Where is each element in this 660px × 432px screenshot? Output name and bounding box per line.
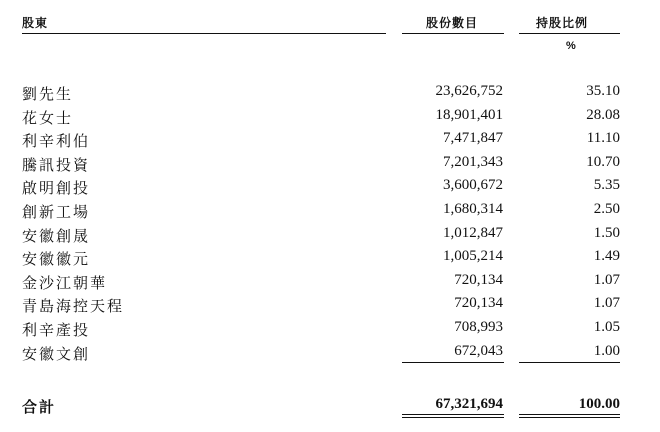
- share-percent: 1.05: [593, 319, 620, 335]
- total-double-rule-percent-1: [519, 414, 620, 415]
- share-percent: 1.07: [593, 271, 620, 288]
- share-count: 1,680,314: [443, 201, 503, 217]
- total-double-rule-shares-1: [402, 414, 504, 415]
- header-rule-percentage: [519, 33, 620, 34]
- share-percent: 11.10: [586, 130, 620, 147]
- header-shares: 股份數目: [426, 16, 479, 30]
- table-row: [0, 201, 660, 225]
- table-row: [0, 225, 660, 249]
- share-count: 18,901,401: [435, 106, 503, 123]
- total-row: [0, 396, 660, 420]
- table-row: [0, 272, 660, 296]
- shareholder-name: 利辛利伯: [22, 132, 91, 151]
- share-count: 3,600,672: [443, 177, 503, 194]
- share-count: 1,005,214: [443, 248, 503, 265]
- share-percent: 1.00: [593, 342, 620, 359]
- shareholder-name: 創新工場: [22, 203, 91, 221]
- share-count: 23,626,752: [435, 83, 503, 99]
- share-count: 708,993: [454, 319, 503, 335]
- table-row: [0, 319, 660, 343]
- shareholder-name: 安徽創晟: [22, 226, 91, 245]
- shareholder-name: 利辛產投: [22, 321, 91, 339]
- total-percent: 100.00: [578, 396, 620, 412]
- percent-unit: %: [566, 40, 576, 52]
- header-percentage: 持股比例: [536, 16, 589, 30]
- shareholder-name: 劉先生: [22, 85, 74, 103]
- shareholder-name: 騰訊投資: [22, 155, 91, 174]
- table-row: [0, 83, 660, 107]
- share-percent: 28.08: [586, 106, 620, 123]
- shareholder-name: 花女士: [22, 108, 74, 127]
- share-percent: 1.07: [593, 295, 620, 312]
- share-percent: 1.50: [593, 224, 620, 241]
- table-row: [0, 295, 660, 319]
- header-rule-shareholder: [22, 33, 386, 34]
- table-row: [0, 130, 660, 154]
- share-percent: 35.10: [586, 83, 620, 99]
- total-shares: 67,321,694: [435, 396, 503, 412]
- shareholder-name: 安徽徽元: [22, 250, 91, 269]
- share-count: 7,471,847: [443, 130, 503, 147]
- header-rule-shares: [402, 33, 504, 34]
- table-row: [0, 248, 660, 272]
- share-count: 672,043: [454, 342, 503, 359]
- subtotal-rule-shares: [402, 362, 504, 363]
- total-double-rule-shares-2: [402, 417, 504, 418]
- table-row: [0, 154, 660, 178]
- header-shareholder: 股東: [22, 16, 49, 30]
- share-percent: 10.70: [586, 153, 620, 170]
- share-count: 720,134: [454, 295, 503, 312]
- share-percent: 2.50: [593, 201, 620, 217]
- total-double-rule-percent-2: [519, 417, 620, 418]
- table-row: [0, 177, 660, 201]
- share-percent: 1.49: [593, 248, 620, 265]
- shareholder-name: 啟明創投: [22, 179, 91, 198]
- share-count: 720,134: [454, 271, 503, 288]
- share-count: 7,201,343: [443, 153, 503, 170]
- total-label: 合計: [22, 398, 57, 416]
- share-percent: 5.35: [593, 177, 620, 194]
- share-count: 1,012,847: [443, 224, 503, 241]
- subtotal-rule-percent: [519, 362, 620, 363]
- shareholder-name: 安徽文創: [22, 344, 91, 363]
- shareholder-name: 青島海控天程: [22, 297, 125, 316]
- shareholder-name: 金沙江朝華: [22, 273, 108, 292]
- table-row: [0, 107, 660, 131]
